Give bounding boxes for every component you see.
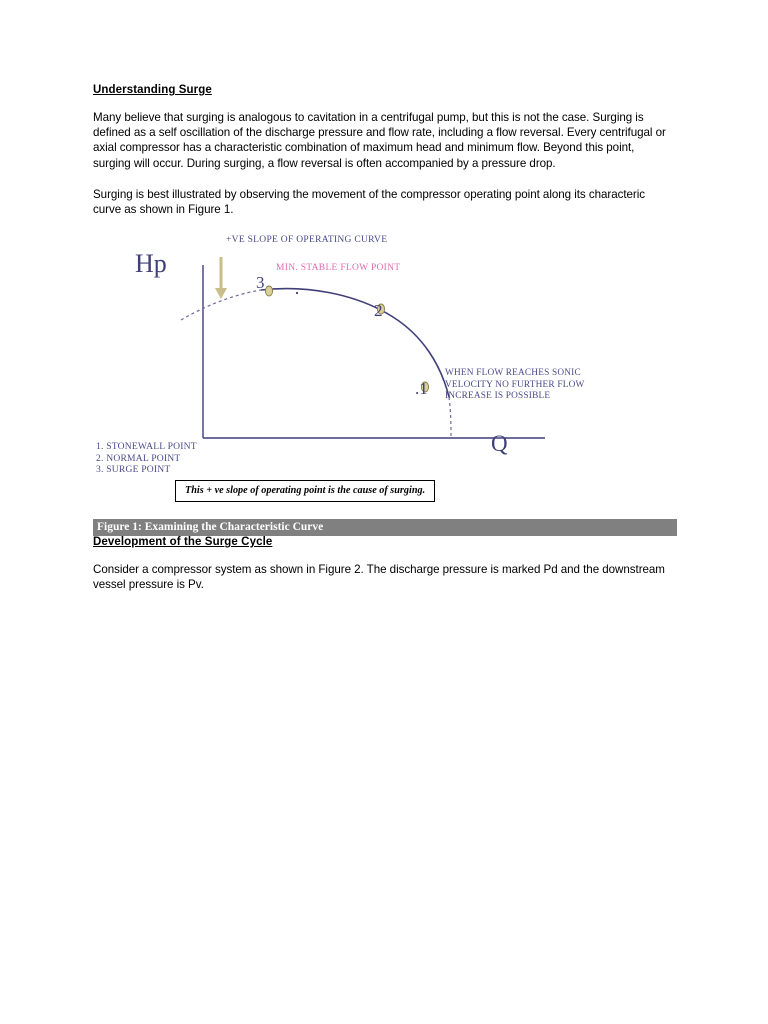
point-label-3: 3 <box>256 273 265 293</box>
x-axis-label: Q <box>491 431 508 457</box>
figure-legend: 1. STONEWALL POINT 2. NORMAL POINT 3. SURGE POINT <box>96 441 197 476</box>
y-axis-label: Hp <box>135 249 167 279</box>
curve-dot-decor <box>296 292 298 294</box>
paragraph-surge-cycle-1: Consider a compressor system as shown in Figure 2. The discharge pressure is marked Pd and the downstream vessel pressure is Pv. <box>93 563 665 592</box>
document-content <box>93 84 677 609</box>
slope-arrow-head <box>215 288 227 299</box>
curve-dashed-right <box>449 397 451 438</box>
annotation-min-stable-flow-point: MIN. STABLE FLOW POINT <box>276 263 401 274</box>
annotation-positive-slope: +VE SLOPE OF OPERATING CURVE <box>226 235 388 246</box>
marker-point-3 <box>265 286 272 296</box>
page-title: Understanding Surge <box>93 84 212 96</box>
figure-1 <box>93 235 677 515</box>
annotation-sonic-velocity: WHEN FLOW REACHES SONIC VELOCITY NO FURTHER FLOW INCREASE IS POSSIBLE <box>445 368 585 402</box>
paragraph-understanding-surge-1: Many believe that surging is analogous to cavitation in a centrifugal pump, but this is not the case. Surging is defined as a self oscillation of the discharge pressure and flow rate, including a flow reversal. Every centrifugal or axial compressor has a characteristic combination of maximum head and minimum flow. Beyond this point, surging will occur. During surging, a flow reversal is often accompanied by a pressure drop. <box>93 111 666 170</box>
figure-callout-box: This + ve slope of operating point is the cause of surging. <box>175 480 435 502</box>
point-label-1: .1 <box>415 379 428 399</box>
paragraph-understanding-surge-2: Surging is best illustrated by observing the movement of the compressor operating point along its characteric curve as shown in Figure 1. <box>93 187 645 217</box>
figure-caption: Figure 1: Examining the Characteristic Curve <box>93 519 677 536</box>
point-label-2: 2 <box>374 301 383 321</box>
section-heading-surge-cycle: Development of the Surge Cycle <box>93 536 273 549</box>
